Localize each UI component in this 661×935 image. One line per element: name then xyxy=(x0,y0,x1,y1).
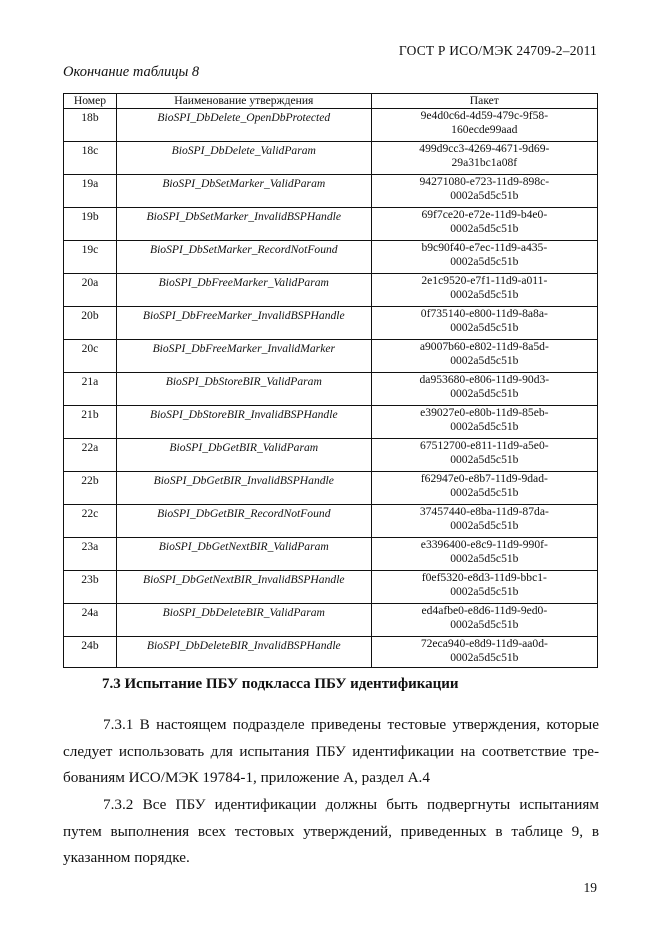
packet-guid-line-2: 0002a5d5c51b xyxy=(450,650,519,664)
assertions-table xyxy=(63,93,598,668)
packet-guid-line-1: b9c90f40-e7ec-11d9-a435- xyxy=(421,241,548,254)
table-row xyxy=(64,175,598,208)
row-number: 19b xyxy=(64,208,117,241)
assertion-name: BioSPI_DbDeleteBIR_ValidParam xyxy=(116,604,371,637)
packet-guid-line-1: 37457440-e8ba-11d9-87da- xyxy=(419,505,549,518)
packet-guid xyxy=(371,208,597,241)
packet-guid xyxy=(371,142,597,175)
assertion-name: BioSPI_DbDelete_OpenDbProtected xyxy=(116,109,371,142)
table-row xyxy=(64,208,598,241)
packet-guid xyxy=(371,406,597,439)
packet-guid-line-2: 0002a5d5c51b xyxy=(450,419,519,433)
packet-guid-line-1: 2e1c9520-e7f1-11d9-a011- xyxy=(421,274,548,287)
row-number: 22b xyxy=(64,472,117,505)
table-row xyxy=(64,373,598,406)
packet-guid-line-2: 0002a5d5c51b xyxy=(450,617,519,631)
packet-guid-line-1: a9007b60-e802-11d9-8a5d- xyxy=(419,340,549,353)
row-number: 21b xyxy=(64,406,117,439)
table-row xyxy=(64,571,598,604)
row-number: 22c xyxy=(64,505,117,538)
packet-guid xyxy=(371,340,597,373)
page-number: 19 xyxy=(583,880,597,895)
packet-guid-line-2: 0002a5d5c51b xyxy=(450,584,519,598)
packet-guid-line-2: 160ecde99aad xyxy=(451,122,518,136)
column-header-assertion-name: Наименование утверждения xyxy=(116,94,371,109)
table-row xyxy=(64,109,598,142)
assertion-name: BioSPI_DbGetBIR_RecordNotFound xyxy=(116,505,371,538)
packet-guid xyxy=(371,505,597,538)
table-row xyxy=(64,406,598,439)
assertion-name: BioSPI_DbGetBIR_ValidParam xyxy=(116,439,371,472)
table-row xyxy=(64,274,598,307)
table-row xyxy=(64,505,598,538)
packet-guid-line-2: 0002a5d5c51b xyxy=(450,518,519,532)
assertion-name: BioSPI_DbFreeMarker_ValidParam xyxy=(116,274,371,307)
row-number: 24a xyxy=(64,604,117,637)
table-row xyxy=(64,142,598,175)
row-number: 18c xyxy=(64,142,117,175)
row-number: 21a xyxy=(64,373,117,406)
packet-guid-line-2: 0002a5d5c51b xyxy=(450,254,519,268)
packet-guid-line-2: 0002a5d5c51b xyxy=(450,386,519,400)
column-header-number: Номер xyxy=(64,94,117,109)
row-number: 23a xyxy=(64,538,117,571)
packet-guid-line-2: 0002a5d5c51b xyxy=(450,320,519,334)
packet-guid-line-1: 499d9cc3-4269-4671-9d69- xyxy=(419,142,550,155)
packet-guid-line-2: 0002a5d5c51b xyxy=(450,188,519,202)
assertion-name: BioSPI_DbDelete_ValidParam xyxy=(116,142,371,175)
packet-guid-line-1: e39027e0-e80b-11d9-85eb- xyxy=(420,406,549,419)
table-row xyxy=(64,241,598,274)
assertion-name: BioSPI_DbGetBIR_InvalidBSPHandle xyxy=(116,472,371,505)
packet-guid xyxy=(371,472,597,505)
table-body xyxy=(64,109,598,668)
assertion-name: BioSPI_DbStoreBIR_InvalidBSPHandle xyxy=(116,406,371,439)
packet-guid xyxy=(371,109,597,142)
packet-guid xyxy=(371,604,597,637)
packet-guid-line-2: 0002a5d5c51b xyxy=(450,353,519,367)
column-header-packet: Пакет xyxy=(371,94,597,109)
assertion-name: BioSPI_DbSetMarker_RecordNotFound xyxy=(116,241,371,274)
assertion-name: BioSPI_DbSetMarker_InvalidBSPHandle xyxy=(116,208,371,241)
packet-guid-line-1: 69f7ce20-e72e-11d9-b4e0- xyxy=(421,208,548,221)
row-number: 23b xyxy=(64,571,117,604)
row-number: 19a xyxy=(64,175,117,208)
assertion-name: BioSPI_DbFreeMarker_InvalidMarker xyxy=(116,340,371,373)
assertion-name: BioSPI_DbDeleteBIR_InvalidBSPHandle xyxy=(116,637,371,668)
packet-guid-line-1: ed4afbe0-e8d6-11d9-9ed0- xyxy=(421,604,548,617)
assertion-name: BioSPI_DbGetNextBIR_InvalidBSPHandle xyxy=(116,571,371,604)
packet-guid-line-1: f0ef5320-e8d3-11d9-bbc1- xyxy=(421,571,547,584)
packet-guid-line-2: 0002a5d5c51b xyxy=(450,551,519,565)
row-number: 22a xyxy=(64,439,117,472)
packet-guid xyxy=(371,307,597,340)
packet-guid-line-2: 0002a5d5c51b xyxy=(450,287,519,301)
document-header: ГОСТ Р ИСО/МЭК 24709-2–2011 xyxy=(398,43,597,58)
packet-guid-line-2: 0002a5d5c51b xyxy=(450,485,519,499)
packet-guid-line-1: 9e4d0c6d-4d59-479c-9f58- xyxy=(420,109,549,122)
table-row xyxy=(64,538,598,571)
table-row xyxy=(64,307,598,340)
assertion-name: BioSPI_DbStoreBIR_ValidParam xyxy=(116,373,371,406)
packet-guid-line-2: 0002a5d5c51b xyxy=(450,452,519,466)
table-header-row xyxy=(64,94,598,109)
row-number: 19c xyxy=(64,241,117,274)
paragraph-7-3-1: 7.3.1 В настоящем подразделе приведены тестовые утверждения, которые следует использовать для испытания ПБУ идентификации на соответствие требованиям ИСО/МЭК 19784-1, приложение А, раздел А.4 xyxy=(63,716,599,786)
packet-guid xyxy=(371,538,597,571)
table-row xyxy=(64,472,598,505)
table-row xyxy=(64,604,598,637)
row-number: 24b xyxy=(64,637,117,668)
packet-guid-line-1: e3396400-e8c9-11d9-990f- xyxy=(420,538,548,551)
paragraph-7-3-2: 7.3.2 Все ПБУ идентификации должны быть подвергнуты испытаниям путем выполнения всех тестовых утверждений, приведенных в таблице 9, в указанном порядке. xyxy=(63,796,599,866)
row-number: 20c xyxy=(64,340,117,373)
assertion-name: BioSPI_DbSetMarker_ValidParam xyxy=(116,175,371,208)
assertion-name: BioSPI_DbGetNextBIR_ValidParam xyxy=(116,538,371,571)
packet-guid xyxy=(371,637,597,668)
packet-guid-line-1: 72eca940-e8d9-11d9-aa0d- xyxy=(420,637,548,650)
table-caption: Окончание таблицы 8 xyxy=(63,64,200,80)
table-row xyxy=(64,340,598,373)
packet-guid-line-1: 0f735140-e800-11d9-8a8a- xyxy=(420,307,548,320)
section-heading: 7.3 Испытание ПБУ подкласса ПБУ идентификации xyxy=(102,676,459,692)
packet-guid-line-1: 67512700-e811-11d9-a5e0- xyxy=(420,439,549,452)
row-number: 18b xyxy=(64,109,117,142)
packet-guid-line-1: f62947e0-e8b7-11d9-9dad- xyxy=(420,472,548,485)
row-number: 20a xyxy=(64,274,117,307)
packet-guid-line-2: 29a31bc1a08f xyxy=(451,155,518,169)
packet-guid xyxy=(371,175,597,208)
packet-guid-line-1: da953680-e806-11d9-90d3- xyxy=(419,373,550,386)
packet-guid xyxy=(371,241,597,274)
packet-guid xyxy=(371,373,597,406)
table-row xyxy=(64,637,598,668)
packet-guid-line-2: 0002a5d5c51b xyxy=(450,221,519,235)
packet-guid xyxy=(371,571,597,604)
packet-guid xyxy=(371,274,597,307)
packet-guid-line-1: 94271080-e723-11d9-898c- xyxy=(419,175,550,188)
row-number: 20b xyxy=(64,307,117,340)
assertion-name: BioSPI_DbFreeMarker_InvalidBSPHandle xyxy=(116,307,371,340)
table-row xyxy=(64,439,598,472)
packet-guid xyxy=(371,439,597,472)
